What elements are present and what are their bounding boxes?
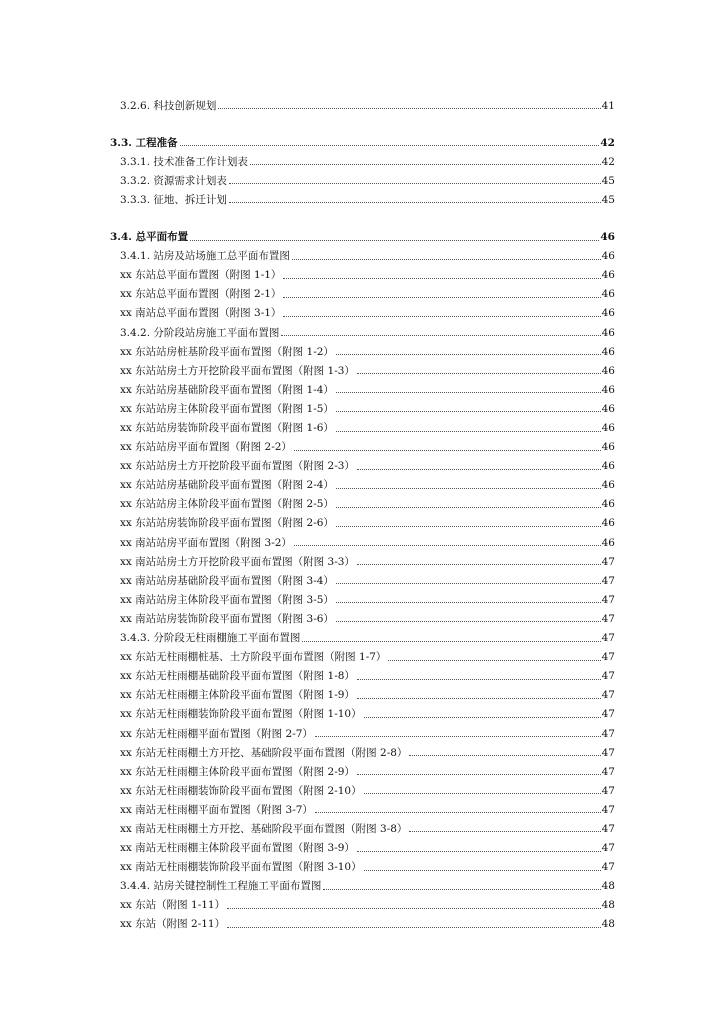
toc-entry-page-number: 47 (601, 651, 615, 664)
toc-entry-title: 3.4.1. 站房及站场施工总平面布置图 (120, 250, 290, 263)
toc-entry-title: 3.4.4. 站房关键控制性工程施工平面布置图 (120, 880, 322, 893)
toc-entry[interactable] (110, 758, 615, 777)
dot-leader (336, 582, 601, 584)
toc-entry-title: 3.4.3. 分阶段无柱雨棚施工平面布置图 (120, 632, 301, 645)
toc-entry-page-number: 41 (601, 99, 615, 112)
toc-entry-page-number: 46 (601, 326, 615, 339)
toc-entry-title: xx 南站站房基础阶段平面布置图（附图 3-4） (120, 574, 334, 587)
toc-entry-title: xx 东站站房桩基阶段平面布置图（附图 1-2） (120, 345, 334, 358)
toc-entry-title: xx 东站无柱雨棚基础阶段平面布置图（附图 1-8） (120, 670, 355, 683)
toc-entry-title: xx 南站无柱雨棚装饰阶段平面布置图（附图 3-10） (120, 861, 362, 874)
toc-entry[interactable] (110, 815, 615, 834)
dot-leader (294, 449, 601, 451)
toc-entry-page-number: 45 (601, 193, 615, 206)
dot-leader (283, 296, 600, 298)
dot-leader (357, 372, 601, 374)
toc-entry-title: xx 东站无柱雨棚平面布置图（附图 2-7） (120, 727, 313, 740)
toc-entry[interactable] (110, 319, 615, 338)
toc-entry-title: xx 南站站房平面布置图（附图 3-2） (120, 536, 292, 549)
toc-entry-page-number: 47 (601, 727, 615, 740)
dot-leader (294, 544, 601, 546)
toc-entry-title: xx 东站站房装饰阶段平面布置图（附图 2-6） (120, 517, 334, 530)
dot-leader (336, 525, 601, 527)
dot-leader (336, 391, 601, 393)
dot-leader (323, 888, 600, 890)
dot-leader (229, 201, 601, 203)
toc-entry-page-number: 42 (600, 136, 615, 149)
toc-entry[interactable] (110, 186, 615, 205)
toc-entry-page-number: 46 (601, 441, 615, 454)
toc-entry-page-number: 45 (601, 174, 615, 187)
toc-entry[interactable] (110, 338, 615, 357)
toc-entry[interactable] (110, 453, 615, 472)
toc-entry-title: xx 东站（附图 1-11） (120, 899, 226, 912)
dot-leader (315, 811, 601, 813)
toc-entry-title: 3.3.3. 征地、拆迁计划 (120, 193, 227, 206)
dot-leader (227, 926, 601, 928)
toc-entry[interactable] (110, 873, 615, 892)
toc-entry[interactable] (110, 586, 615, 605)
toc-entry-page-number: 46 (601, 364, 615, 377)
toc-entry[interactable] (110, 92, 615, 111)
toc-entry-title: xx 南站站房土方开挖阶段平面布置图（附图 3-3） (120, 555, 355, 568)
toc-entry-title: xx 东站（附图 2-11） (120, 918, 226, 931)
toc-entry[interactable] (110, 223, 615, 242)
toc-entry[interactable] (110, 148, 615, 167)
toc-entry[interactable] (110, 491, 615, 510)
toc-entry-page-number: 47 (601, 612, 615, 625)
dot-leader (388, 659, 600, 661)
dot-leader (336, 430, 601, 432)
dot-leader (409, 754, 600, 756)
toc-entry-title: xx 南站无柱雨棚主体阶段平面布置图（附图 3-9） (120, 842, 355, 855)
toc-entry-page-number: 47 (601, 784, 615, 797)
dot-leader (336, 353, 601, 355)
toc-entry[interactable] (110, 472, 615, 491)
dot-leader (357, 468, 601, 470)
toc-entry-title: xx 南站无柱雨棚土方开挖、基础阶段平面布置图（附图 3-8） (120, 822, 408, 835)
toc-entry-page-number: 47 (601, 555, 615, 568)
toc-entry-title: xx 东站无柱雨棚主体阶段平面布置图（附图 1-9） (120, 689, 355, 702)
toc-entry[interactable] (110, 663, 615, 682)
toc-entry-title: xx 东站站房基础阶段平面布置图（附图 1-4） (120, 383, 334, 396)
toc-entry-page-number: 48 (601, 880, 615, 893)
toc-entry-page-number: 47 (601, 765, 615, 778)
toc-entry[interactable] (110, 644, 615, 663)
toc-entry-page-number: 46 (601, 517, 615, 530)
toc-entry[interactable] (110, 777, 615, 796)
toc-entry-title: 3.3. 工程准备 (110, 136, 178, 149)
toc-entry[interactable] (110, 854, 615, 873)
dot-leader (357, 563, 601, 565)
toc-entry-page-number: 47 (601, 842, 615, 855)
dot-leader (357, 678, 601, 680)
toc-entry-title: xx 东站站房土方开挖阶段平面布置图（附图 2-3） (120, 460, 355, 473)
dot-leader (364, 792, 601, 794)
toc-entry-title: xx 东站无柱雨棚装饰阶段平面布置图（附图 1-10） (120, 708, 362, 721)
toc-entry[interactable] (110, 624, 615, 643)
toc-entry-page-number: 47 (601, 861, 615, 874)
toc-entry-title: xx 南站站房主体阶段平面布置图（附图 3-5） (120, 593, 334, 606)
dot-leader (364, 716, 601, 718)
toc-entry[interactable] (110, 434, 615, 453)
toc-entry[interactable] (110, 605, 615, 624)
toc-entry[interactable] (110, 510, 615, 529)
toc-entry-page-number: 46 (601, 307, 615, 320)
toc-entry-page-number: 46 (601, 269, 615, 282)
toc-entry-page-number: 46 (601, 422, 615, 434)
toc-entry-title: xx 东站站房主体阶段平面布置图（附图 2-5） (120, 498, 334, 511)
dot-leader (180, 144, 600, 146)
dot-leader (302, 640, 600, 642)
toc-entry[interactable] (110, 262, 615, 281)
table-of-contents (110, 92, 615, 930)
dot-leader (229, 182, 601, 184)
dot-leader (218, 107, 600, 109)
toc-entry[interactable] (110, 243, 615, 262)
toc-entry-title: xx 东站无柱雨棚桩基、土方阶段平面布置图（附图 1-7） (120, 651, 387, 664)
toc-entry[interactable] (110, 414, 615, 433)
dot-leader (283, 277, 600, 279)
toc-entry-title: xx 东站站房平面布置图（附图 2-2） (120, 441, 292, 454)
toc-entry[interactable] (110, 720, 615, 739)
dot-leader (357, 850, 601, 852)
toc-entry-title: xx 东站站房土方开挖阶段平面布置图（附图 1-3） (120, 364, 355, 377)
toc-entry-page-number: 47 (601, 689, 615, 702)
toc-entry-title: xx 东站站房装饰阶段平面布置图（附图 1-6） (120, 422, 334, 434)
toc-entry[interactable] (110, 395, 615, 414)
toc-entry[interactable] (110, 911, 615, 930)
dot-leader (357, 773, 601, 775)
toc-entry-page-number: 47 (601, 803, 615, 816)
toc-entry[interactable] (110, 167, 615, 186)
toc-entry[interactable] (110, 281, 615, 300)
toc-entry-title: xx 东站总平面布置图（附图 2-1） (120, 288, 282, 301)
toc-entry[interactable] (110, 376, 615, 395)
dot-leader (190, 239, 599, 241)
toc-entry-page-number: 42 (601, 155, 615, 168)
toc-entry[interactable] (110, 567, 615, 586)
toc-entry-page-number: 47 (601, 822, 615, 835)
toc-entry-page-number: 48 (601, 918, 615, 931)
toc-entry-title: 3.3.1. 技术准备工作计划表 (120, 155, 248, 168)
toc-entry-page-number: 46 (601, 536, 615, 549)
toc-entry-page-number: 47 (601, 593, 615, 606)
toc-entry[interactable] (110, 300, 615, 319)
toc-entry[interactable] (110, 892, 615, 911)
dot-leader (336, 487, 601, 489)
dot-leader (250, 163, 601, 165)
toc-entry-title: xx 东站站房主体阶段平面布置图（附图 1-5） (120, 402, 334, 415)
toc-entry-page-number: 46 (601, 250, 615, 263)
toc-entry[interactable] (110, 739, 615, 758)
toc-entry-page-number: 46 (601, 345, 615, 358)
toc-entry-title: 3.4. 总平面布置 (110, 231, 189, 244)
dot-leader (336, 601, 601, 603)
dot-leader (315, 735, 601, 737)
toc-entry-page-number: 48 (601, 899, 615, 912)
dot-leader (357, 697, 601, 699)
dot-leader (336, 620, 601, 622)
toc-entry-title: xx 东站无柱雨棚装饰阶段平面布置图（附图 2-10） (120, 784, 362, 797)
dot-leader (227, 907, 601, 909)
toc-entry-title: xx 东站站房基础阶段平面布置图（附图 2-4） (120, 479, 334, 492)
toc-entry-page-number: 46 (601, 479, 615, 492)
toc-entry-page-number: 47 (601, 746, 615, 759)
toc-entry-page-number: 46 (601, 498, 615, 511)
toc-entry-page-number: 46 (601, 288, 615, 301)
toc-entry[interactable] (110, 834, 615, 853)
toc-entry-page-number: 46 (600, 231, 615, 244)
toc-entry-title: xx 东站总平面布置图（附图 1-1） (120, 269, 282, 282)
toc-entry-page-number: 46 (601, 383, 615, 396)
toc-entry[interactable] (110, 796, 615, 815)
toc-entry-title: xx 东站无柱雨棚主体阶段平面布置图（附图 2-9） (120, 765, 355, 778)
toc-entry-title: 3.4.2. 分阶段站房施工平面布置图 (120, 326, 280, 339)
dot-leader (281, 334, 600, 336)
toc-entry-title: xx 南站总平面布置图（附图 3-1） (120, 307, 282, 320)
toc-entry-page-number: 47 (601, 670, 615, 683)
dot-leader (283, 315, 600, 317)
dot-leader (336, 410, 601, 412)
toc-entry-title: xx 南站站房装饰阶段平面布置图（附图 3-6） (120, 612, 334, 625)
toc-entry-title: 3.3.2. 资源需求计划表 (120, 174, 227, 187)
toc-entry-page-number: 47 (601, 708, 615, 721)
toc-entry-page-number: 47 (601, 574, 615, 587)
toc-entry-page-number: 46 (601, 460, 615, 473)
toc-entry[interactable] (110, 129, 615, 148)
toc-entry[interactable] (110, 682, 615, 701)
dot-leader (336, 506, 601, 508)
dot-leader (292, 258, 601, 260)
toc-entry[interactable] (110, 701, 615, 720)
toc-entry-title: xx 东站无柱雨棚土方开挖、基础阶段平面布置图（附图 2-8） (120, 746, 408, 759)
toc-entry[interactable] (110, 529, 615, 548)
toc-entry-title: xx 南站无柱雨棚平面布置图（附图 3-7） (120, 803, 313, 816)
toc-entry-title: 3.2.6. 科技创新规划 (120, 99, 217, 112)
dot-leader (364, 869, 601, 871)
toc-entry-page-number: 46 (601, 402, 615, 415)
dot-leader (409, 830, 600, 832)
toc-entry[interactable] (110, 357, 615, 376)
toc-entry-page-number: 47 (601, 632, 615, 645)
toc-entry[interactable] (110, 548, 615, 567)
